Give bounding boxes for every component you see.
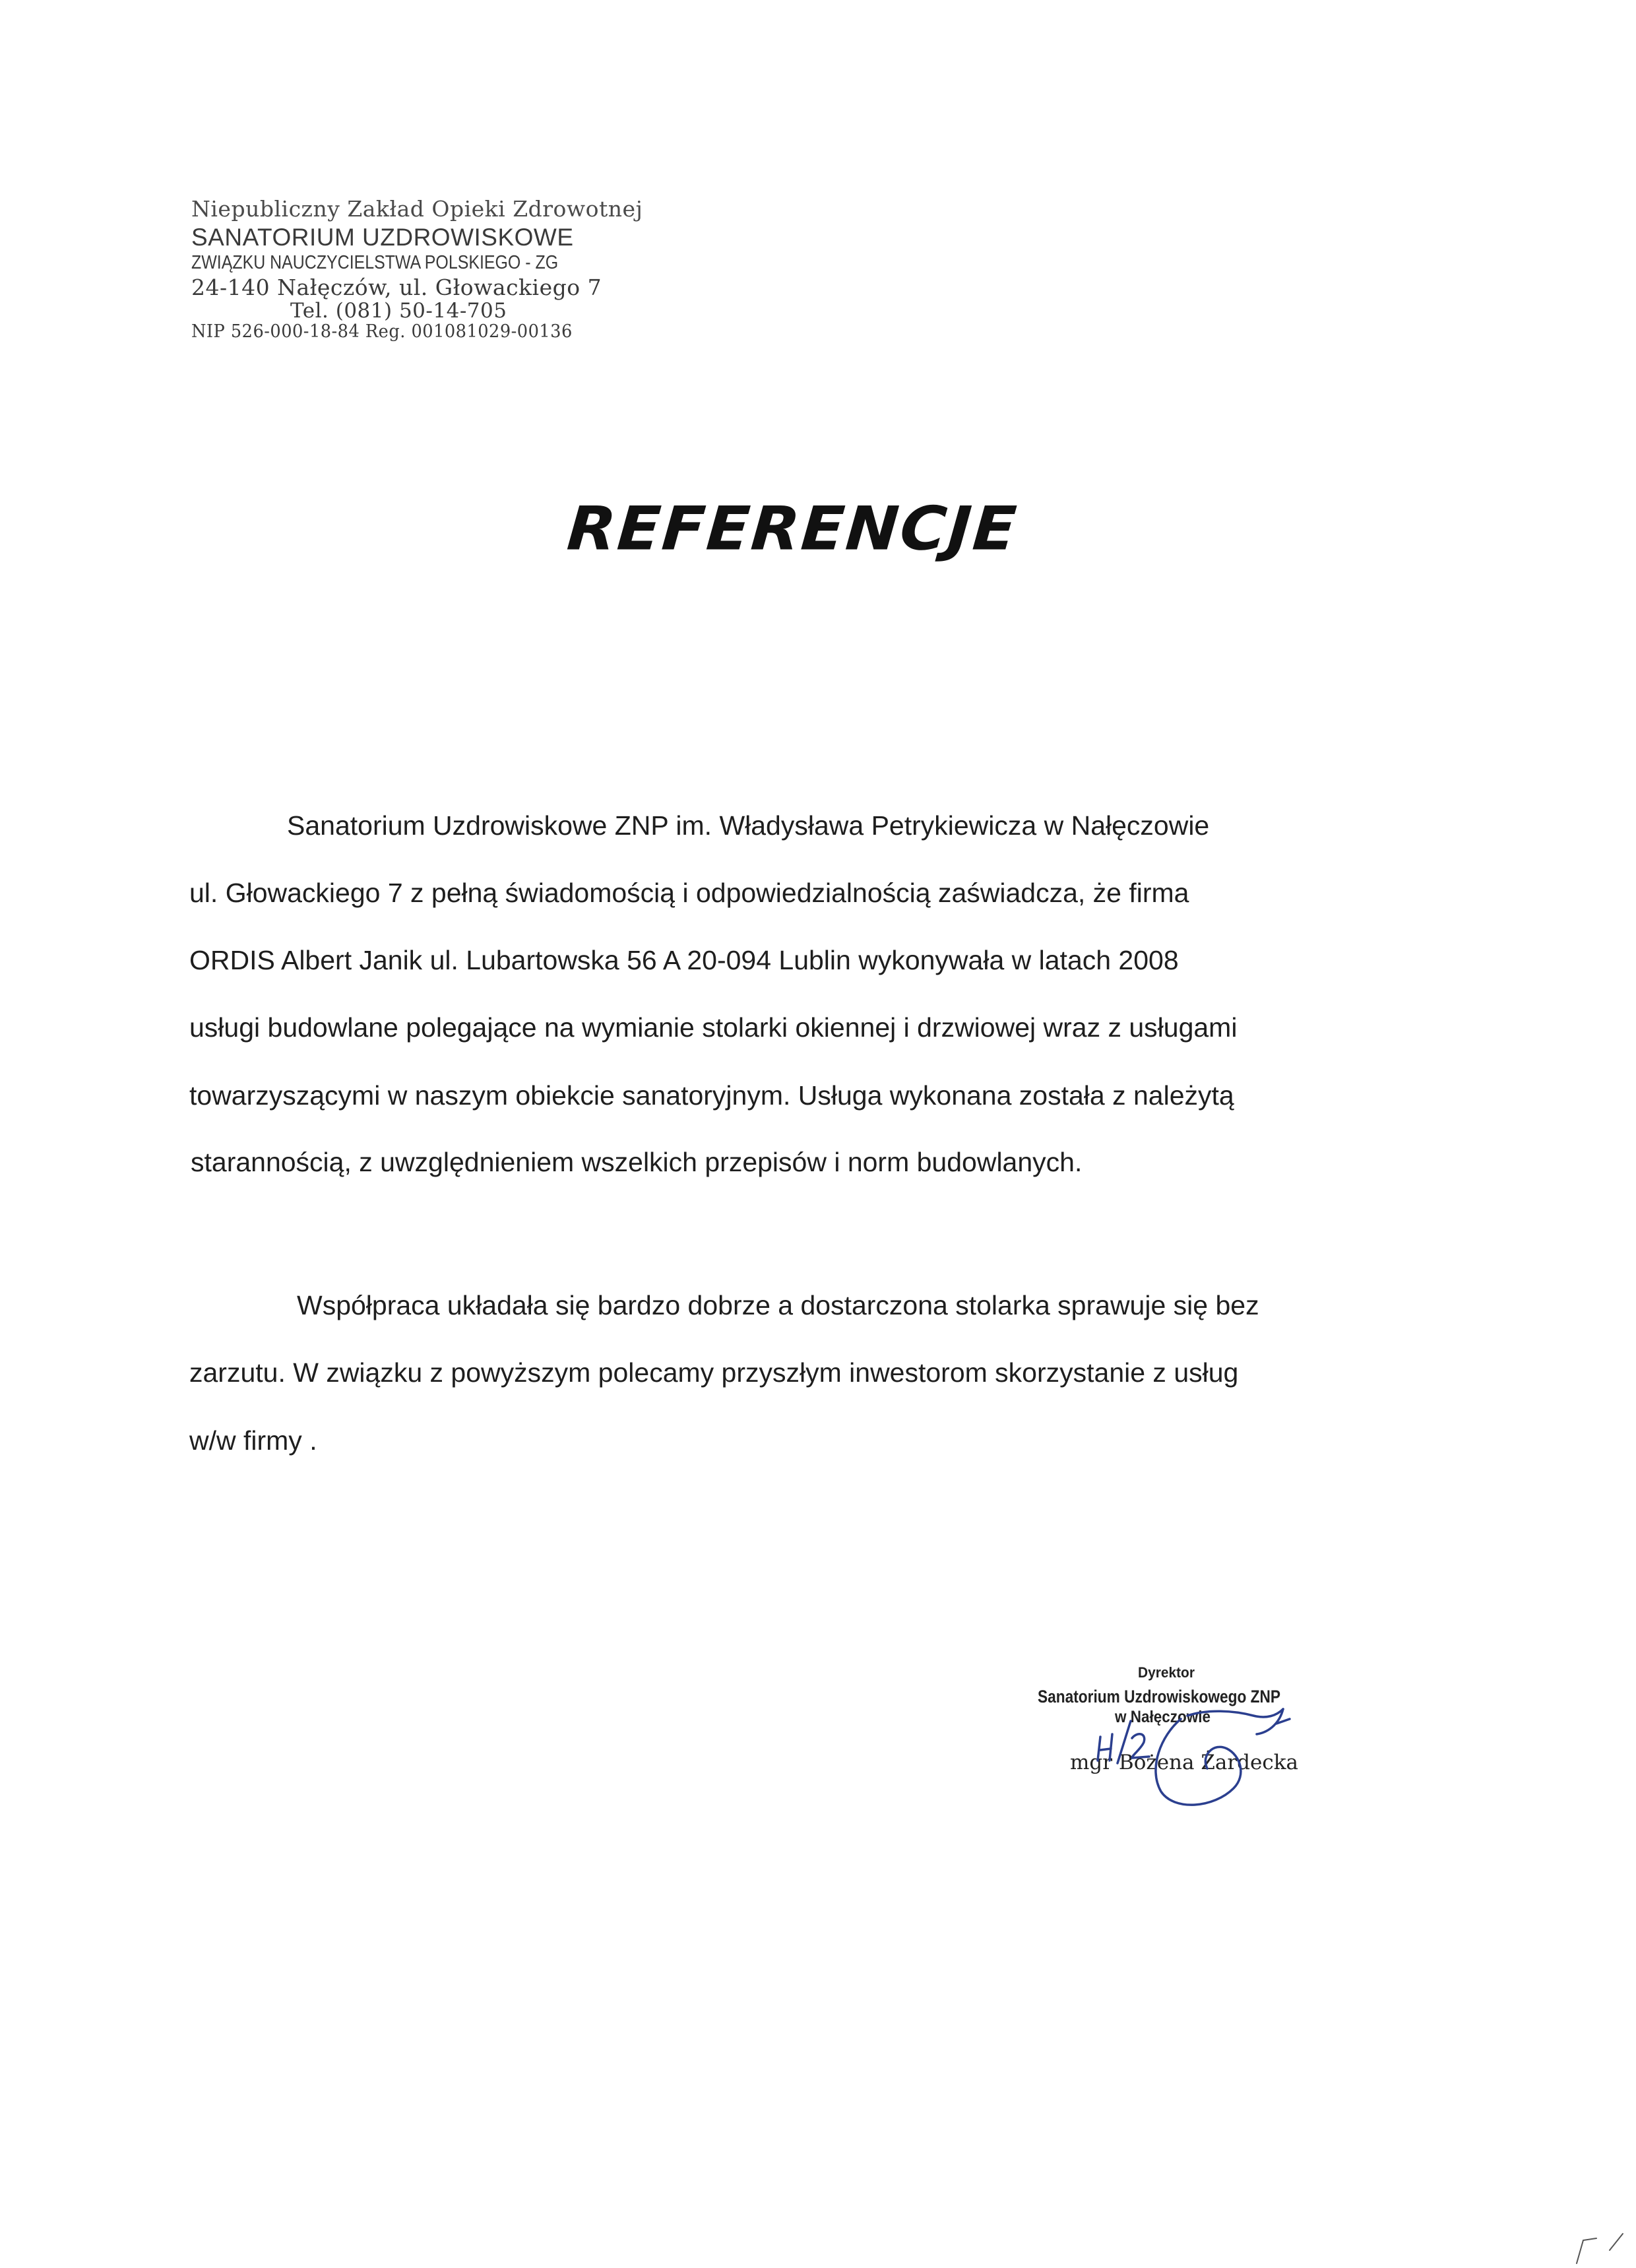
paragraph1-line1: Sanatorium Uzdrowiskowe ZNP im. Władysława Petrykiewicza w Nałęczowie [287, 810, 1210, 841]
stamp-line-phone: Tel. (081) 50-14-705 [290, 299, 507, 323]
paragraph1-line2: ul. Głowackiego 7 z pełną świadomością i odpowiedzialnością zaświadcza, że firma [189, 878, 1189, 908]
signature-role: Dyrektor [1138, 1664, 1195, 1681]
stamp-line-sanatorium: SANATORIUM UZDROWISKOWE [191, 224, 574, 251]
paragraph1-line6: starannością, z uwzględnieniem wszelkich przepisów i norm budowlanych. [191, 1147, 1083, 1177]
stamp-line-facility-type: Niepubliczny Zakład Opieki Zdrowotnej [191, 196, 643, 222]
paragraph1-line4: usługi budowlane polegające na wymianie stolarki okiennej i drzwiowej wraz z usługami [189, 1012, 1238, 1043]
paragraph2-line3: w/w firmy . [189, 1425, 317, 1456]
signature-location: w Nałęczowie [1115, 1708, 1211, 1726]
stamp-line-nip-reg: NIP 526-000-18-84 Reg. 001081029-00136 [191, 321, 573, 342]
stamp-line-address: 24-140 Nałęczów, ul. Głowackiego 7 [191, 275, 602, 300]
document-title: REFERENCJE [565, 493, 1021, 564]
signature-institution: Sanatorium Uzdrowiskowego ZNP [1038, 1687, 1280, 1706]
stamp-line-union: ZWIĄZKU NAUCZYCIELSTWA POLSKIEGO - ZG [191, 252, 559, 273]
paragraph2-line2: zarzutu. W związku z powyższym polecamy przyszłym inwestorom skorzystanie z usług [189, 1357, 1239, 1388]
paragraph2-line1: Współpraca układała się bardzo dobrze a dostarczona stolarka sprawuje się bez [297, 1290, 1259, 1320]
paragraph1-line5: towarzyszącymi w naszym obiekcie sanatoryjnym. Usługa wykonana została z należytą [189, 1080, 1234, 1111]
paragraph1-line3: ORDIS Albert Janik ul. Lubartowska 56 A 20-094 Lublin wykonywała w latach 2008 [189, 945, 1179, 975]
signature-name: mgr Bożena Żardecka [1070, 1751, 1298, 1774]
